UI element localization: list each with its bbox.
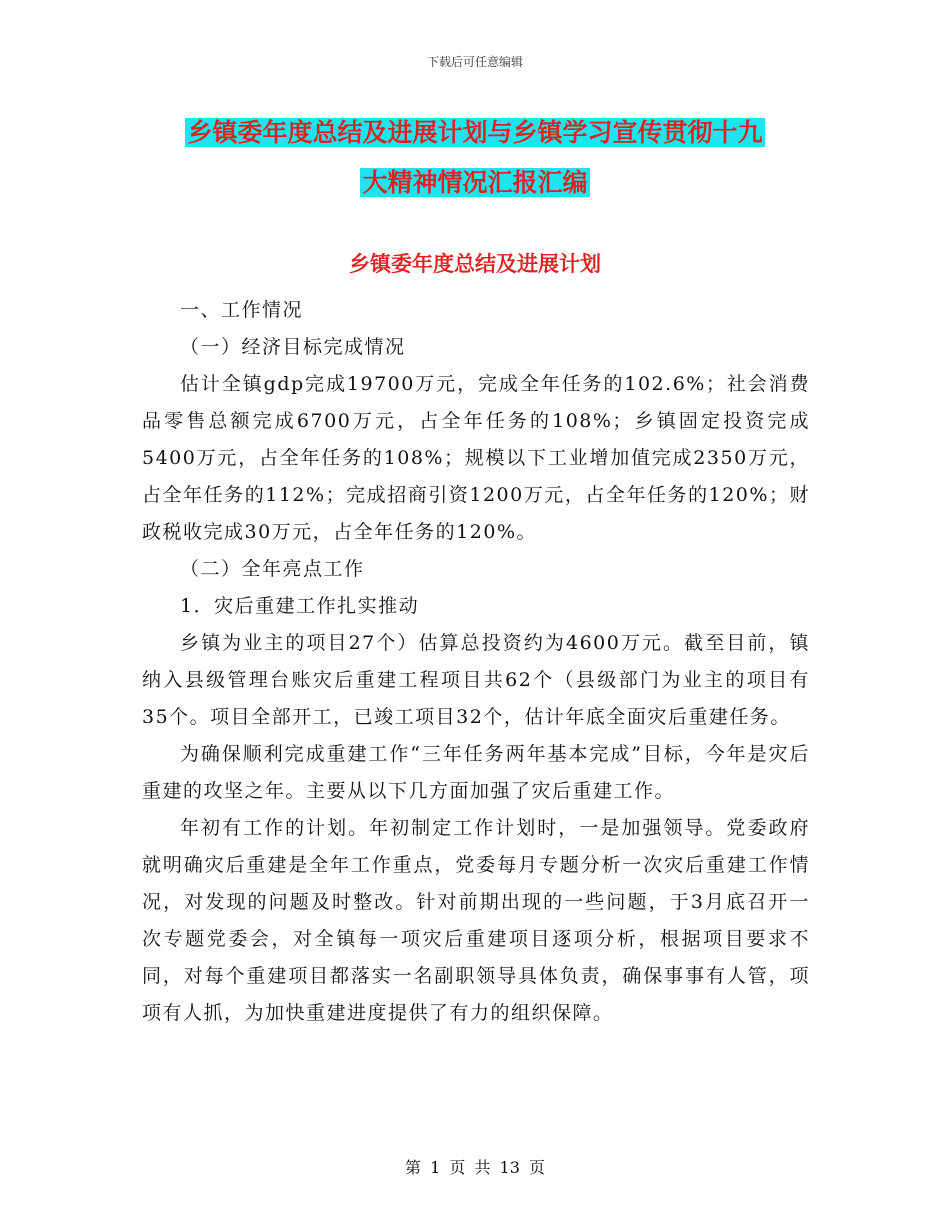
document-title-line-2: 大精神情况汇报汇编 (362, 168, 588, 197)
section-title: 乡镇委年度总结及进展计划 (349, 252, 601, 276)
page-footer: 第 1 页 共 13 页 (405, 1158, 545, 1177)
header-note: 下载后可任意编辑 (426, 55, 523, 69)
paragraph: 乡镇为业主的项目27个）估算总投资约为4600万元。截至目前，镇纳入县级管理台账灾后重建工程项目共62个（县级部门为业主的项目有35个。项目全部开工，已竣工项目32个，估计年底全面灾后重建任务。 (142, 632, 810, 728)
paragraph: 为确保顺利完成重建工作“三年任务两年基本完成”目标，今年是灾后重建的攻坚之年。主要从以下几方面加强了灾后重建工作。 (142, 743, 810, 802)
heading-work-status: 一、工作情况 (180, 299, 304, 321)
document-title (140, 108, 810, 208)
document-title-line-1: 乡镇委年度总结及进展计划与乡镇学习宣传贯彻十九 (187, 118, 763, 147)
document-body (142, 292, 810, 1032)
paragraph: 年初有工作的计划。年初制定工作计划时，一是加强领导。党委政府就明确灾后重建是全年工作重点，党委每月专题分析一次灾后重建工作情况，对发现的问题及时整改。针对前期出现的一些问题，于3月底召开一次专题党委会，对全镇每一项灾后重建项目逐项分析，根据项目要求不同，对每个重建项目都落实一名副职领导具体负责，确保事事有人管，项项有人抓，为加快重建进度提供了有力的组织保障。 (142, 817, 810, 1024)
subheading-highlights: （二）全年亮点工作 (180, 558, 365, 580)
subheading-economic-targets: （一）经济目标完成情况 (180, 336, 406, 358)
subheading-reconstruction: 1．灾后重建工作扎实推动 (180, 595, 420, 617)
paragraph: 估计全镇gdp完成19700万元，完成全年任务的102.6%；社会消费品零售总额完成6700万元，占全年任务的108%；乡镇固定投资完成5400万元，占全年任务的108%；规模以下工业增加值完成2350万元，占全年任务的112%；完成招商引资1200万元，占全年任务的120%；财政税收完成30万元，占全年任务的120%。 (142, 373, 810, 543)
